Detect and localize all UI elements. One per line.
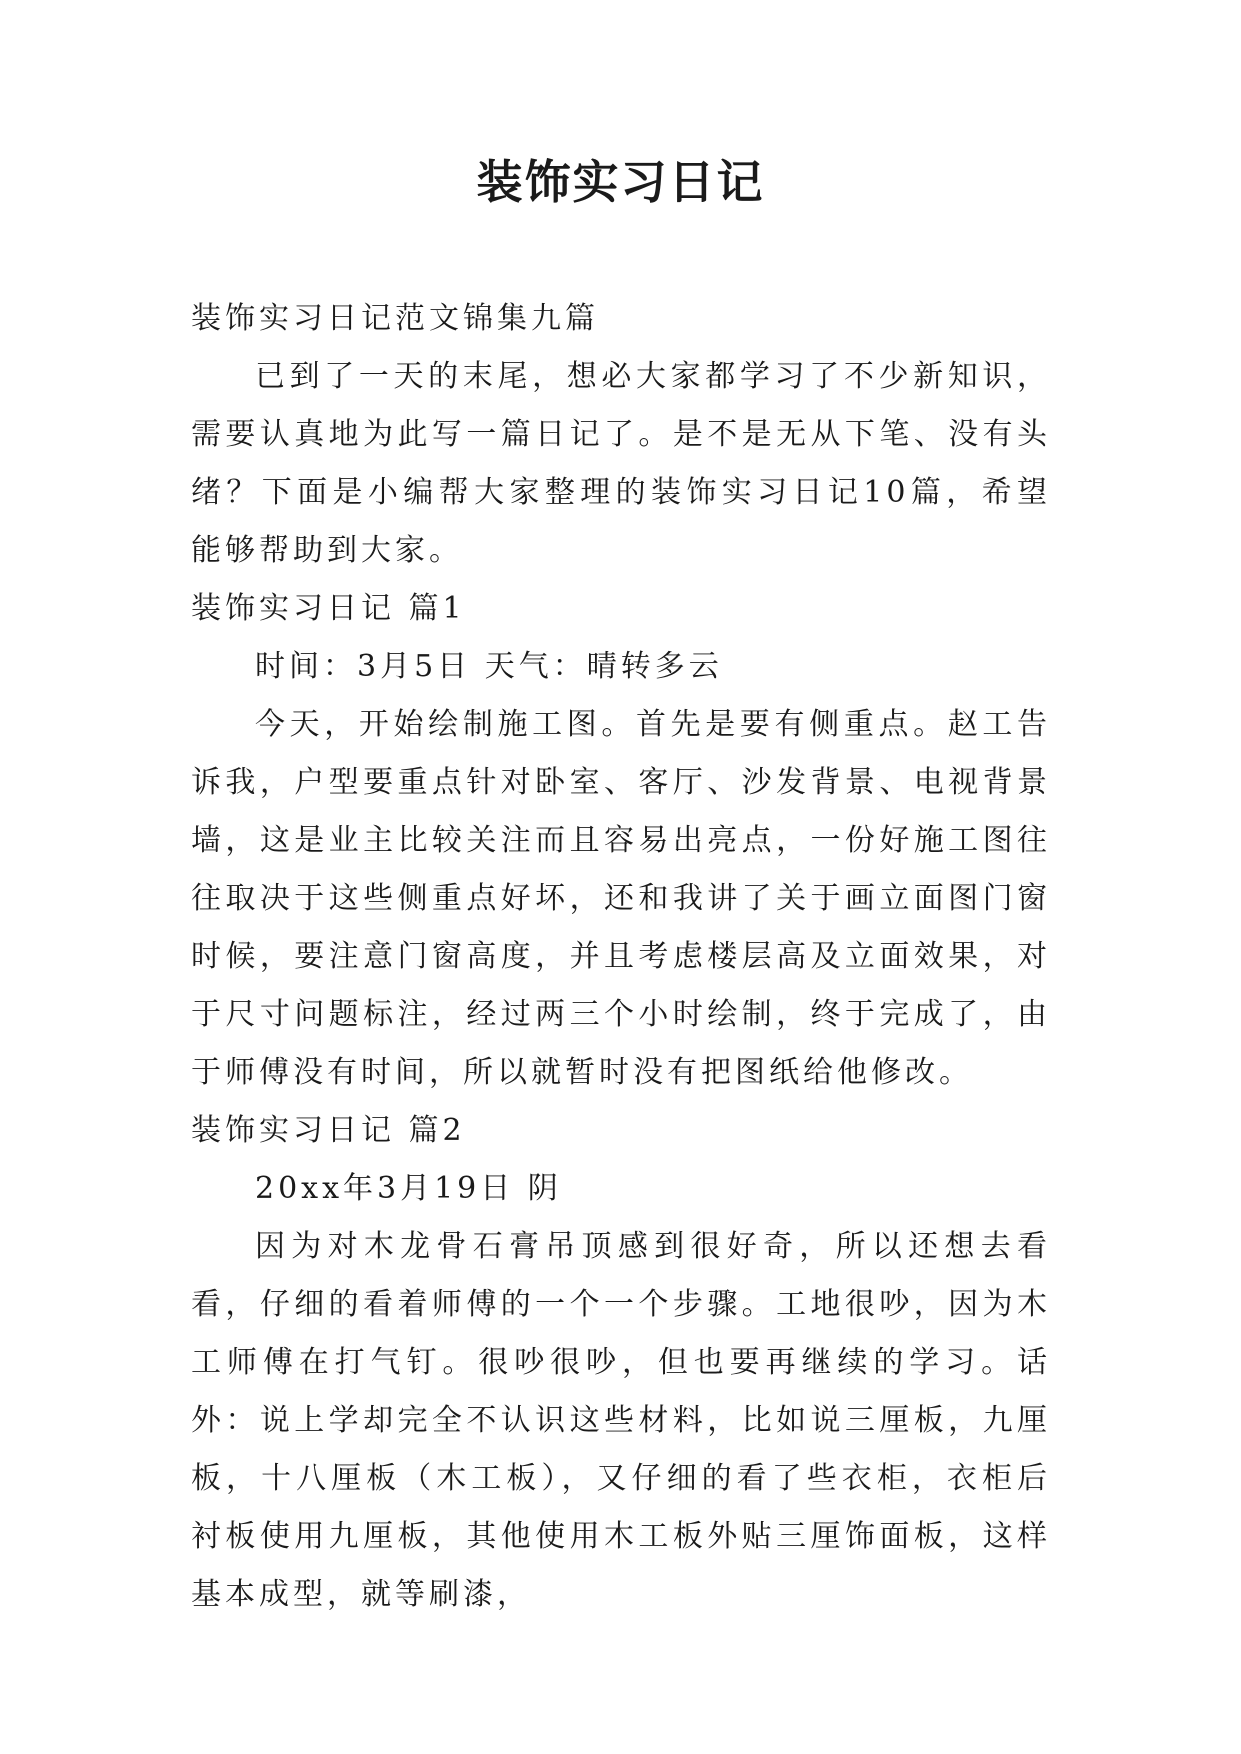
document-title: 装饰实习日记 [476, 155, 765, 209]
document-subtitle: 装饰实习日记范文锦集九篇 [191, 301, 599, 336]
entry-2-body: 因为对木龙骨石膏吊顶感到很好奇，所以还想去看看，仔细的看着师傅的一个一个步骤。工地很吵，因为木工师傅在打气钉。很吵很吵，但也要再继续的学习。话外：说上学却完全不认识这些材料，比如说三厘板，九厘板，十八厘板（木工板），又仔细的看了些衣柜，衣柜后衬板使用九厘板，其他使用木工板外贴三厘饰面板，这样基本成型，就等刷漆， [191, 1229, 1051, 1612]
entry-1-body: 今天，开始绘制施工图。首先是要有侧重点。赵工告诉我，户型要重点针对卧室、客厅、沙发背景、电视背景墙，这是业主比较关注而且容易出亮点，一份好施工图往往取决于这些侧重点好坏，还和我讲了关于画立面图门窗时候，要注意门窗高度，并且考虑楼层高及立面效果，对于尺寸问题标注，经过两三个小时绘制，终于完成了，由于师傅没有时间，所以就暂时没有把图纸给他修改。 [191, 707, 1051, 1090]
intro-paragraph: 已到了一天的末尾，想必大家都学习了不少新知识，需要认真地为此写一篇日记了。是不是无从下笔、没有头绪？下面是小编帮大家整理的装饰实习日记10篇，希望能够帮助到大家。 [191, 359, 1051, 568]
entry-1-heading: 装饰实习日记 篇1 [191, 591, 466, 626]
entry-1-date-line: 时间：3月5日 天气：晴转多云 [255, 649, 723, 684]
entry-2-date-line: 20xx年3月19日 阴 [255, 1171, 562, 1206]
document-body [191, 290, 1051, 1624]
entry-2-heading: 装饰实习日记 篇2 [191, 1113, 466, 1148]
